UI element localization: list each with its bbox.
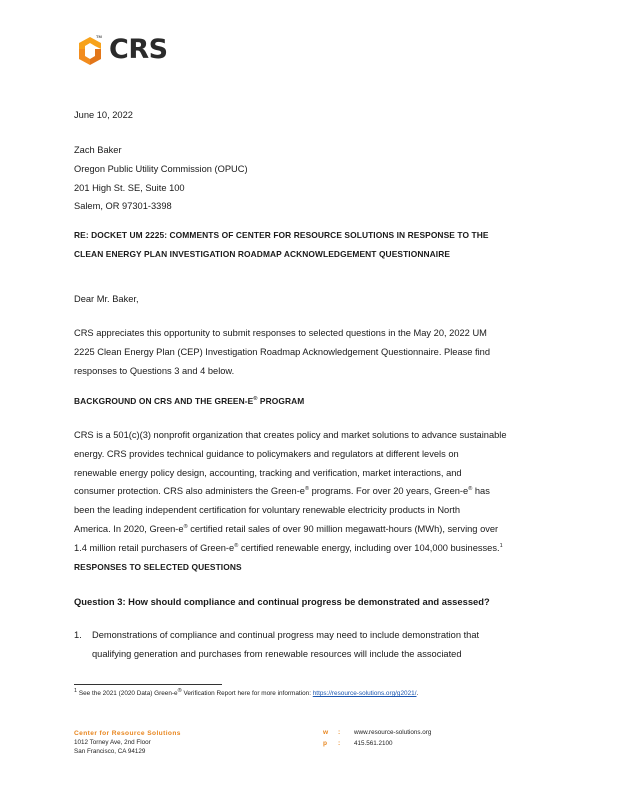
- intro-line: CRS appreciates this opportunity to submit responses to selected questions in the May 20, 2022 UM: [74, 328, 487, 338]
- background-line: consumer protection. CRS also administers the Green-e® programs. For over 20 years, Green-e® has: [74, 486, 490, 497]
- footer-address-line: 1012 Torney Ave, 2nd Floor: [74, 739, 151, 746]
- recipient-street: 201 High St. SE, Suite 100: [74, 182, 185, 193]
- footnote-ref[interactable]: 1: [499, 542, 503, 549]
- footer-web-link[interactable]: www.resource-solutions.org: [354, 729, 432, 736]
- footer-address-line: San Francisco, CA 94129: [74, 747, 146, 755]
- subject-line-2: CLEAN ENERGY PLAN INVESTIGATION ROADMAP ACKNOWLEDGEMENT QUESTIONNAIRE: [74, 249, 451, 259]
- footnote-link[interactable]: https://resource-solutions.org/g2021/: [312, 690, 417, 697]
- footer-web-key: w: [323, 729, 329, 736]
- recipient-organization: Oregon Public Utility Commission (OPUC): [74, 163, 248, 174]
- recipient-city: Salem, OR 97301-3398: [74, 201, 172, 212]
- intro-line: 2225 Clean Energy Plan (CEP) Investigation Roadmap Acknowledgement Questionnaire. Please find: [74, 346, 491, 357]
- recipient-block: [74, 141, 248, 216]
- footer-phone-value: 415.561.2100: [354, 740, 393, 747]
- background-line: been the leading independent certification for voluntary renewable electricity products in North: [74, 505, 461, 516]
- footnote-separator: [74, 684, 222, 685]
- logo-wordmark: CRS: [109, 34, 168, 65]
- crs-logo: [74, 33, 184, 71]
- background-heading: BACKGROUND ON CRS AND THE GREEN-E® PROGRAM: [74, 396, 305, 406]
- letter-date: June 10, 2022: [74, 110, 133, 120]
- intro-paragraph: [74, 324, 490, 380]
- crs-logo-mark-icon: [74, 35, 106, 67]
- background-paragraph: [74, 426, 507, 558]
- footnote: $^1$ See the 2021 (2020 Data) Green-e® Verification Report here for more information: https://resource-solutions.org/g2021/.: [74, 687, 419, 697]
- list-item-line: Demonstrations of compliance and continual progress may need to include demonstration that: [92, 630, 480, 640]
- background-line: CRS is a 501(c)(3) nonprofit organization that creates policy and market solutions to advance sustainable: [74, 430, 507, 440]
- salutation: Dear Mr. Baker,: [74, 294, 139, 304]
- footer-phone-key: p: [323, 740, 328, 747]
- footer-address: [74, 729, 181, 757]
- list-item: [92, 626, 479, 664]
- background-line: energy. CRS provides technical guidance to policymakers and regulators at different levels on: [74, 448, 459, 459]
- intro-line: responses to Questions 3 and 4 below.: [74, 365, 235, 376]
- responses-heading: RESPONSES TO SELECTED QUESTIONS: [74, 562, 242, 572]
- logo-tm: TM: [96, 34, 102, 39]
- background-line: America. In 2020, Green-e® certified retail sales of over 90 million megawatt-hours (MWh), serving over: [74, 523, 499, 534]
- subject-line-1: RE: DOCKET UM 2225: COMMENTS OF CENTER FOR RESOURCE SOLUTIONS IN RESPONSE TO THE: [74, 230, 489, 240]
- list-item-line: qualifying generation and purchases from renewable resources will include the associated: [92, 648, 462, 659]
- background-line: renewable energy policy design, accounting, tracking and verification, market interactions, and: [74, 467, 462, 478]
- background-line: 1.4 million retail purchasers of Green-e® certified renewable energy, including over 104,000 businesses.$^1$: [74, 542, 503, 553]
- question-3: Question 3: How should compliance and continual progress be demonstrated and assessed?: [74, 596, 490, 607]
- list-item-number: 1.: [74, 630, 82, 640]
- footer-org-name: Center for Resource Solutions: [74, 730, 181, 737]
- subject-line: [74, 226, 489, 264]
- recipient-name: Zach Baker: [74, 145, 122, 155]
